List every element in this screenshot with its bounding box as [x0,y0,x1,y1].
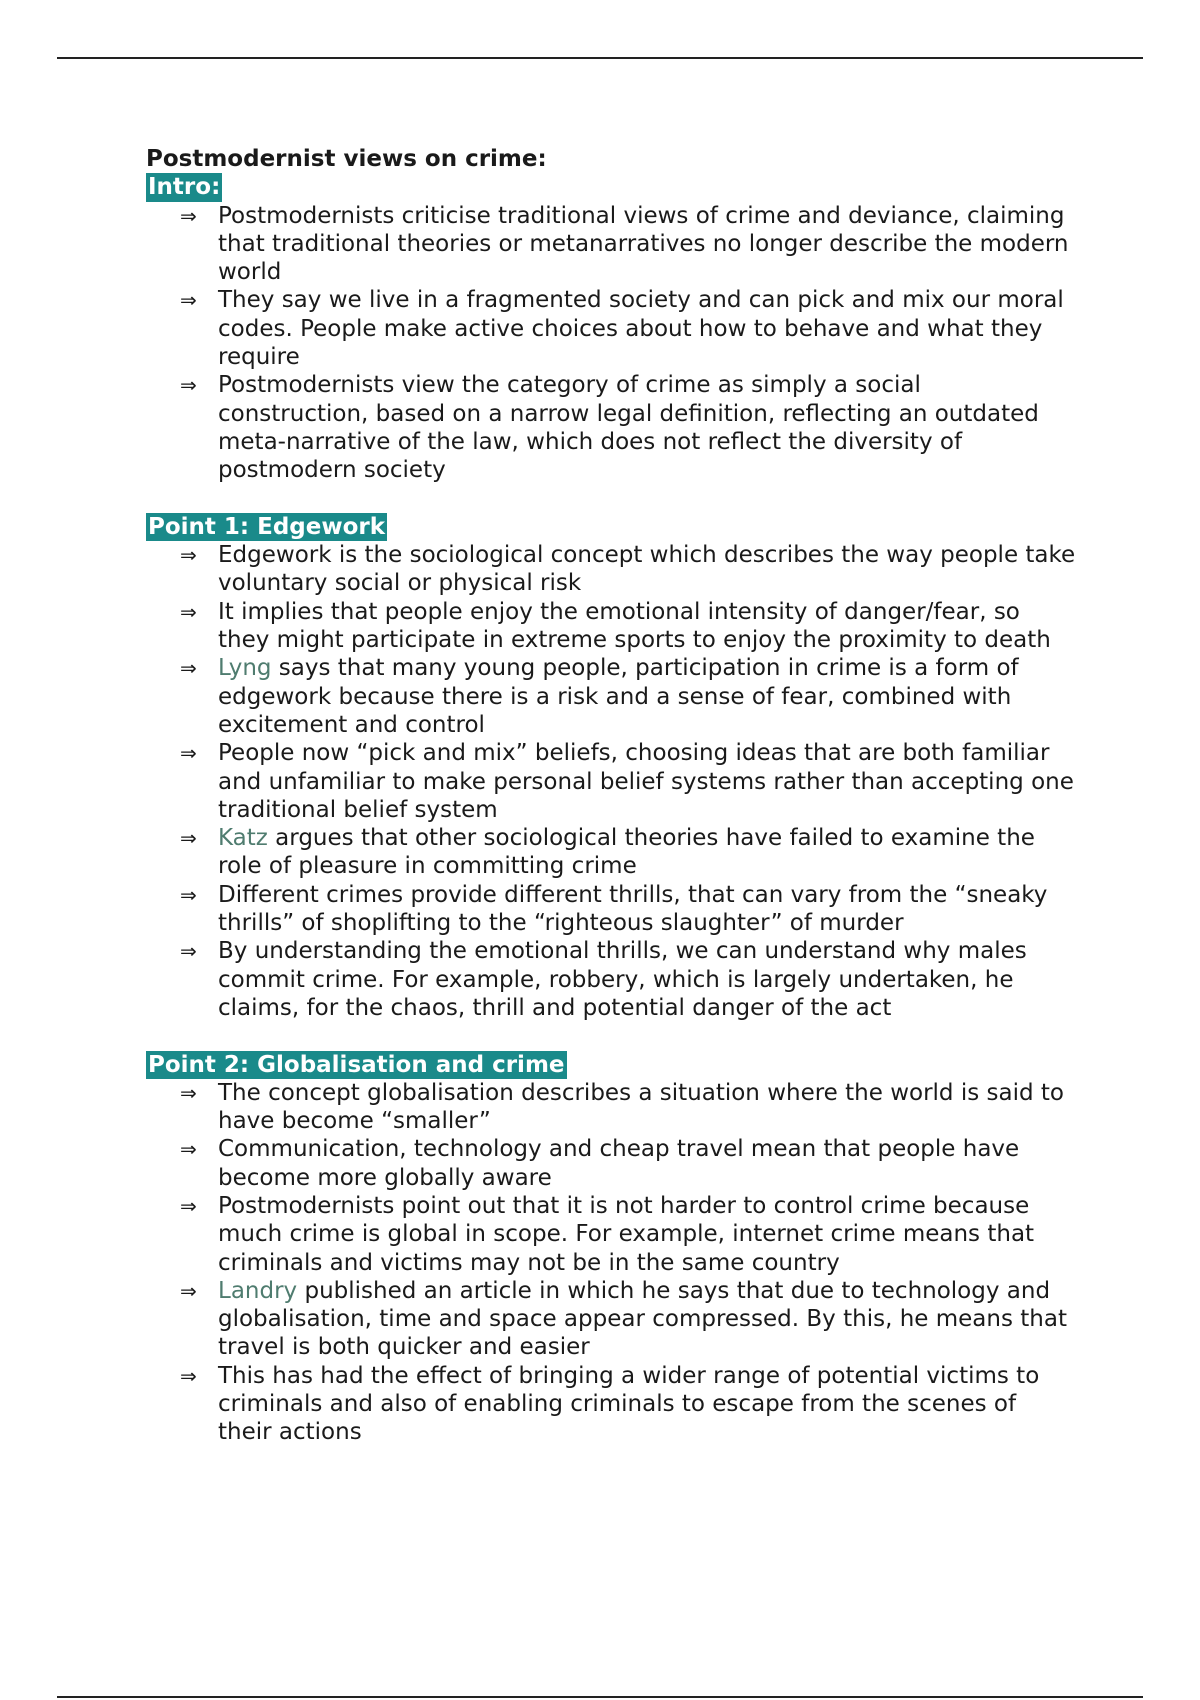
double-arrow-icon: ⇒ [180,373,197,398]
bullet-item [146,598,1076,655]
double-arrow-icon: ⇒ [180,1363,197,1388]
double-arrow-icon: ⇒ [180,741,197,766]
double-arrow-icon: ⇒ [180,288,197,313]
bullet-list [146,202,1076,485]
bullet-text: By understanding the emotional thrills, we can understand why males commit crime. For example, robbery, which is largely undertaken, he claims, for the chaos, thrill and potential danger of the act [218,938,1027,1021]
bullet-list [146,541,1076,1022]
bullet-list [146,1079,1076,1447]
double-arrow-icon: ⇒ [180,543,197,568]
double-arrow-icon: ⇒ [180,1278,197,1303]
bullet-item [146,654,1076,739]
bullet-text: The concept globalisation describes a situation where the world is said to have become “smaller” [218,1079,1064,1135]
section-3 [146,1051,1076,1447]
section-2 [146,513,1076,1022]
bullet-text: says that many young people, participation in crime is a form of edgework because there is a risk and a sense of fear, combined with excitement and control [218,655,1019,738]
section-1 [146,173,1076,484]
bullet-item [146,824,1076,881]
double-arrow-icon: ⇒ [180,1137,197,1162]
bullet-item [146,739,1076,824]
section-heading: Point 1: Edgework [148,513,386,540]
bullet-text: Postmodernists point out that it is not harder to control crime because much crime is global in scope. For example, internet crime means that criminals and victims may not be in the same country [218,1192,1035,1276]
bullet-item [146,937,1076,1022]
double-arrow-icon: ⇒ [180,1080,197,1105]
citation-name: Lyng [218,655,272,682]
bullet-item [146,1079,1076,1136]
section-heading: Intro: [148,174,221,201]
bullet-text: They say we live in a fragmented society and can pick and mix our moral codes. People make active choices about how to behave and what they require [218,287,1064,371]
bullet-item [146,881,1076,938]
document-title: Postmodernist views on crime: [146,146,547,172]
citation-name: Katz [218,825,268,852]
header-rule [57,57,1143,59]
bullet-text: This has had the effect of bringing a wider range of potential victims to criminals and also of enabling criminals to escape from the scenes of their actions [218,1362,1040,1446]
bullet-item [146,202,1076,287]
bullet-text: It implies that people enjoy the emotional intensity of danger/fear, so they might participate in extreme sports to enjoy the proximity to death [218,598,1051,654]
bullet-text: People now “pick and mix” beliefs, choosing ideas that are both familiar and unfamiliar to make personal belief systems rather than accepting one traditional belief system [218,740,1074,823]
bullet-text: argues that other sociological theories have failed to examine the role of pleasure in committing crime [218,825,1035,880]
double-arrow-icon: ⇒ [180,203,197,228]
footer-rule [57,1696,1143,1698]
bullet-item [146,1277,1076,1362]
citation-name: Landry [218,1277,298,1304]
double-arrow-icon: ⇒ [180,1193,197,1218]
bullet-text: Postmodernists criticise traditional views of crime and deviance, claiming that traditional theories or metanarratives no longer describe the modern world [218,202,1069,286]
bullet-item [146,1192,1076,1277]
bullet-text: Different crimes provide different thrills, that can vary from the “sneaky thrills” of shoplifting to the “righteous slaughter” of murder [218,881,1048,937]
double-arrow-icon: ⇒ [180,826,197,851]
bullet-item [146,371,1076,484]
double-arrow-icon: ⇒ [180,599,197,624]
bullet-item [146,1135,1076,1192]
bullet-text: published an article in which he says that due to technology and globalisation, time and space appear compressed. By this, he means that travel is both quicker and easier [218,1277,1067,1361]
document-body [146,145,1076,1447]
double-arrow-icon: ⇒ [180,656,197,681]
section-heading: Point 2: Globalisation and crime [148,1051,565,1078]
bullet-text: Communication, technology and cheap travel mean that people have become more globally aware [218,1136,1020,1191]
sections-container [146,173,1076,1446]
bullet-text: Edgework is the sociological concept which describes the way people take voluntary social or physical risk [218,542,1076,597]
double-arrow-icon: ⇒ [180,939,197,964]
bullet-item [146,286,1076,371]
double-arrow-icon: ⇒ [180,882,197,907]
bullet-item [146,1362,1076,1447]
bullet-item [146,541,1076,598]
bullet-text: Postmodernists view the category of crime as simply a social construction, based on a narrow legal definition, reflecting an outdated meta-narrative of the law, which does not reflect the diversity of postmodern society [218,372,1039,484]
